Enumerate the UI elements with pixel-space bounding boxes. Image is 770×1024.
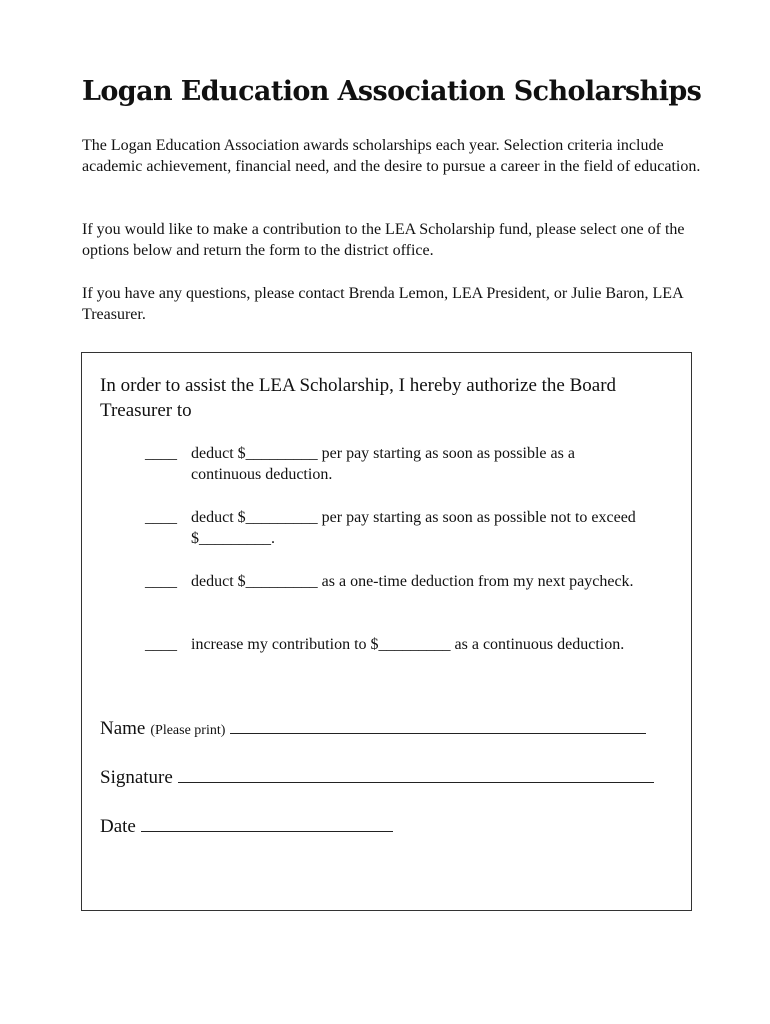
authorization-form: [81, 352, 692, 911]
contact-paragraph: If you have any questions, please contact Brenda Lemon, LEA President, or Julie Baron, LEA Treasurer.: [82, 285, 683, 323]
option-text: deduct $_________ per pay starting as soon as possible as a continuous deduction.: [191, 445, 575, 483]
signature-row: [100, 764, 654, 790]
name-hint: (Please print): [150, 723, 226, 738]
name-field[interactable]: [230, 715, 646, 734]
page-title: Logan Education Association Scholarships: [82, 76, 702, 107]
name-label: Name: [100, 718, 146, 739]
option-check-blank[interactable]: ____: [145, 573, 177, 590]
option-check-blank[interactable]: ____: [145, 509, 177, 526]
form-intro: In order to assist the LEA Scholarship, I hereby authorize the Board Treasurer to: [100, 375, 617, 421]
date-field[interactable]: [141, 813, 393, 832]
name-row: [100, 715, 646, 743]
option-text: deduct $_________ as a one-time deduction from my next paycheck.: [191, 573, 634, 590]
intro-paragraph: The Logan Education Association awards scholarships each year. Selection criteria include academic achievement, financial need, and the desire to pursue a career in the field of education.: [82, 137, 701, 175]
contribution-paragraph: If you would like to make a contribution to the LEA Scholarship fund, please select one of the options below and return the form to the district office.: [82, 221, 685, 259]
option-text: increase my contribution to $_________ as a continuous deduction.: [191, 636, 625, 653]
option-text: deduct $_________ per pay starting as soon as possible not to exceed $_________.: [191, 509, 636, 547]
date-label: Date: [100, 816, 136, 837]
date-row: [100, 813, 393, 839]
option-check-blank[interactable]: ____: [145, 445, 177, 462]
signature-label: Signature: [100, 767, 173, 788]
option-check-blank[interactable]: ____: [145, 636, 177, 653]
signature-field[interactable]: [178, 764, 654, 783]
